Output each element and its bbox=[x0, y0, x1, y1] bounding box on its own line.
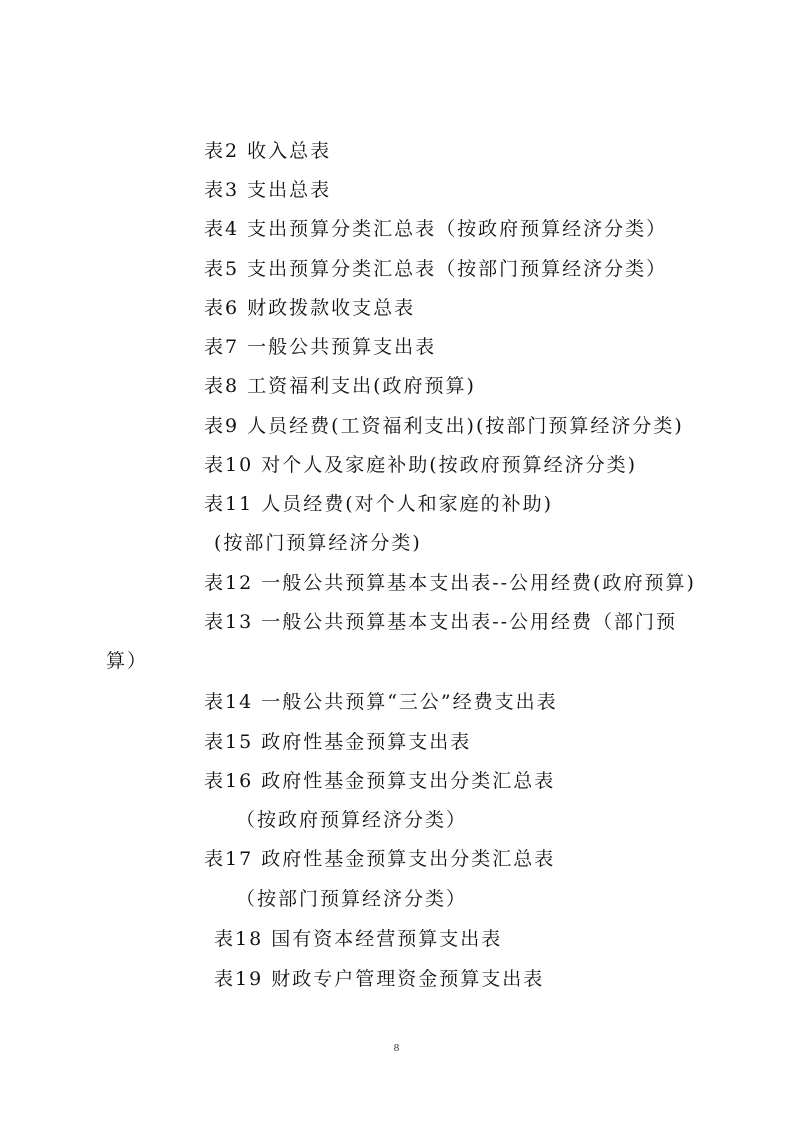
toc-line-table-9: 表9 人员经费(工资福利支出)(按部门预算经济分类) bbox=[204, 415, 684, 437]
toc-line-table-16: 表16 政府性基金预算支出分类汇总表 bbox=[204, 770, 556, 792]
toc-line-table-5: 表5 支出预算分类汇总表（按部门预算经济分类） bbox=[204, 258, 668, 280]
toc-line-table-17: 表17 政府性基金预算支出分类汇总表 bbox=[204, 848, 556, 870]
toc-line-table-8: 表8 工资福利支出(政府预算) bbox=[204, 375, 476, 397]
toc-line-table-6: 表6 财政拨款收支总表 bbox=[204, 297, 416, 319]
toc-line-table-17-cont: （按部门预算经济分类） bbox=[236, 888, 468, 910]
toc-line-table-11: 表11 人员经费(对个人和家庭的补助) bbox=[204, 493, 554, 515]
toc-line-table-12: 表12 一般公共预算基本支出表--公用经费(政府预算) bbox=[204, 572, 696, 594]
toc-line-table-2: 表2 收入总表 bbox=[204, 140, 332, 162]
page-number: 8 bbox=[393, 1042, 400, 1054]
toc-line-table-19: 表19 财政专户管理资金预算支出表 bbox=[214, 968, 545, 990]
toc-line-table-7: 表7 一般公共预算支出表 bbox=[204, 336, 437, 358]
toc-line-table-14: 表14 一般公共预算“三公”经费支出表 bbox=[204, 691, 558, 713]
toc-line-table-10: 表10 对个人及家庭补助(按政府预算经济分类) bbox=[204, 454, 638, 476]
toc-line-table-3: 表3 支出总表 bbox=[204, 179, 332, 201]
toc-line-table-18: 表18 国有资本经营预算支出表 bbox=[214, 928, 503, 950]
toc-line-table-11-cont: (按部门预算经济分类) bbox=[214, 532, 422, 554]
toc-line-table-15: 表15 政府性基金预算支出表 bbox=[204, 731, 472, 753]
toc-line-table-13: 表13 一般公共预算基本支出表--公用经费（部门预 bbox=[204, 611, 678, 633]
toc-line-table-13-cont: 算） bbox=[106, 650, 149, 672]
toc-line-table-4: 表4 支出预算分类汇总表（按政府预算经济分类） bbox=[204, 218, 668, 240]
toc-line-table-16-cont: （按政府预算经济分类） bbox=[236, 809, 468, 831]
